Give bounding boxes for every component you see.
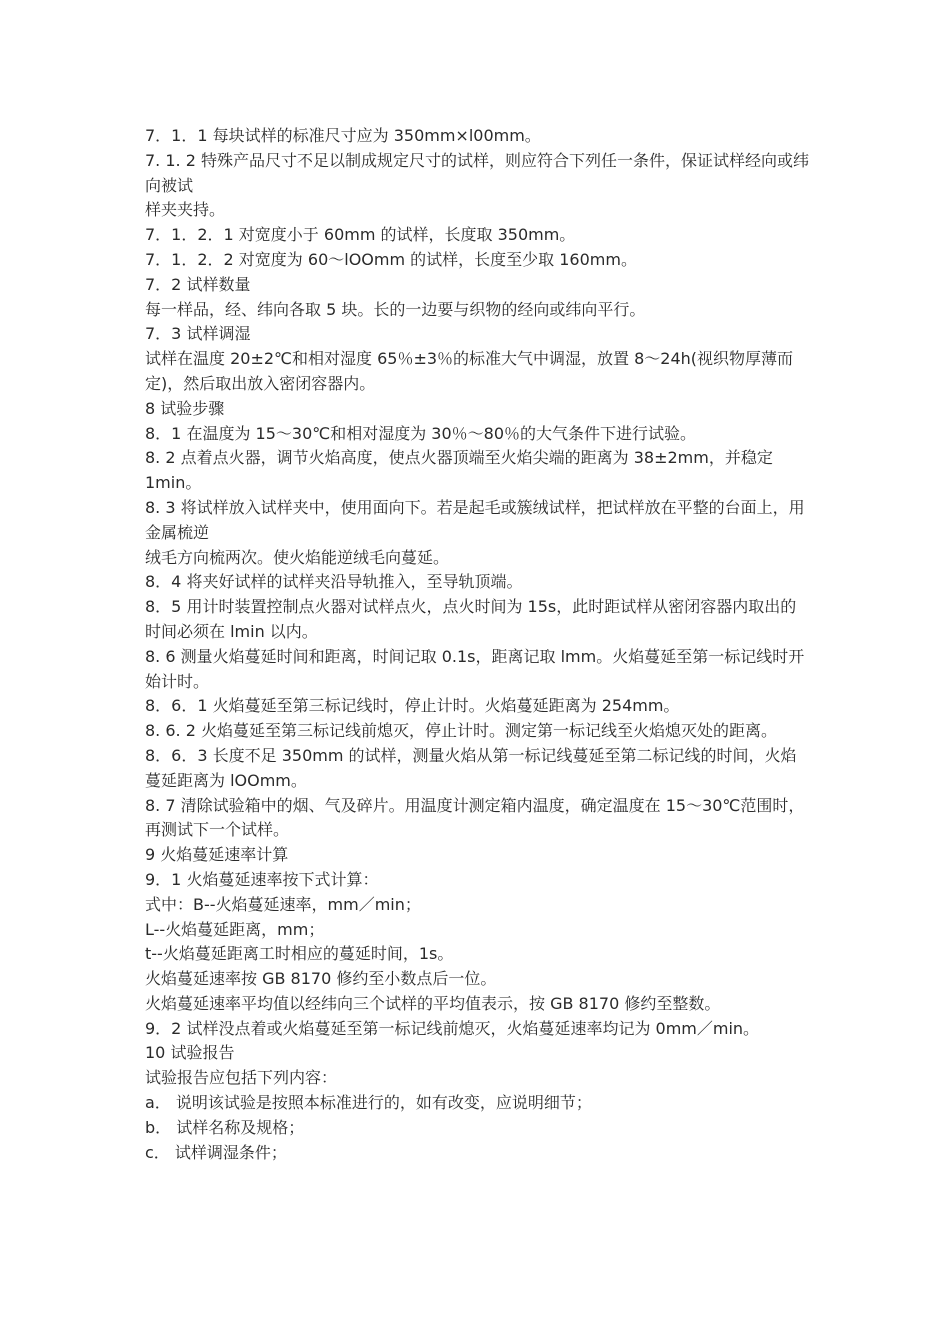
clause-7-2-text: 每一样品，经、纬向各取 5 块。长的一边要与织物的经向或纬向平行。 [145, 299, 646, 319]
clause-8-6-2: 8. 6. 2 火焰蔓延至第三标记线前熄灭，停止计时。测定第一标记线至火焰熄灭处的距离。 [145, 721, 777, 741]
clause-7-1-2-1: 7．1．2．1 对宽度小于 60mm 的试样，长度取 350mm。 [145, 225, 576, 245]
heading-8: 8 试验步骤 [145, 398, 225, 418]
clause-9-1: 9．1 火焰蔓延速率按下式计算： [145, 869, 379, 889]
document-body [145, 124, 809, 1165]
formula-definition-b: 式中：B--火焰蔓延速率，mm／min； [145, 894, 421, 914]
clause-7-1-2-continued: 样夹夹持。 [145, 200, 226, 220]
clause-8-3: 8. 3 将试样放入试样夹中，使用面向下。若是起毛或簇绒试样，把试样放在平整的台面上，用金属梳逆 [145, 497, 805, 542]
clause-8-7: 8. 7 清除试验箱中的烟、气及碎片。用温度计测定箱内温度，确定温度在 15～30℃范围时，再测试下一个试样。 [145, 795, 805, 840]
clause-8-6-3: 8．6．3 长度不足 350mm 的试样，测量火焰从第一标记线蔓延至第二标记线的时间，火焰蔓延距离为 lOOmm。 [145, 745, 797, 790]
clause-9-2: 9．2 试样没点着或火焰蔓延至第一标记线前熄灭，火焰蔓延速率均记为 0mm／min。 [145, 1018, 760, 1038]
heading-10: 10 试验报告 [145, 1043, 235, 1063]
clause-7-1-2: 7. 1. 2 特殊产品尺寸不足以制成规定尺寸的试样，则应符合下列任一条件，保证试样经向或纬向被试 [145, 150, 809, 195]
heading-7-2: 7．2 试样数量 [145, 274, 251, 294]
report-intro: 试验报告应包括下列内容： [145, 1068, 338, 1088]
rounding-rule: 火焰蔓延速率按 GB 8170 修约至小数点后一位。 [145, 969, 497, 989]
clause-7-1-2-2: 7．1．2．2 对宽度为 60～lOOmm 的试样，长度至少取 160mm。 [145, 249, 637, 269]
clause-7-1-1: 7．1．1 每块试样的标准尺寸应为 350mm×l00mm。 [145, 126, 541, 145]
report-item-a: a． 说明该试验是按照本标准进行的，如有改变，应说明细节； [145, 1093, 592, 1113]
formula-definition-l: L--火焰蔓延距离，mm； [145, 919, 325, 939]
report-item-c: c． 试样调湿条件； [145, 1142, 287, 1162]
clause-8-1: 8．1 在温度为 15～30℃和相对湿度为 30％～80％的大气条件下进行试验。 [145, 423, 697, 443]
clause-8-4: 8．4 将夹好试样的试样夹沿导轨推入，至导轨顶端。 [145, 572, 523, 592]
heading-7-3: 7．3 试样调湿 [145, 324, 251, 344]
formula-definition-t: t--火焰蔓延距离工时相应的蔓延时间，1s。 [145, 944, 454, 964]
clause-8-3-continued: 绒毛方向梳两次。使火焰能逆绒毛向蔓延。 [145, 547, 450, 567]
heading-9: 9 火焰蔓延速率计算 [145, 845, 289, 865]
clause-8-5: 8．5 用计时装置控制点火器对试样点火，点火时间为 15s，此时距试样从密闭容器内取出的时间必须在 lmin 以内。 [145, 597, 797, 641]
clause-8-6: 8. 6 测量火焰蔓延时间和距离，时间记取 0.1s，距离记取 lmm。火焰蔓延至第一标记线时开始计时。 [145, 646, 805, 691]
average-rule: 火焰蔓延速率平均值以经纬向三个试样的平均值表示，按 GB 8170 修约至整数。 [145, 993, 721, 1013]
report-item-b: b． 试样名称及规格； [145, 1117, 305, 1137]
clause-7-3-text: 试样在温度 20±2℃和相对湿度 65％±3％的标准大气中调湿，放置 8～24h(视织物厚薄而定)，然后取出放入密闭容器内。 [145, 349, 794, 393]
clause-8-2: 8. 2 点着点火器，调节火焰高度，使点火器顶端至火焰尖端的距离为 38±2mm，并稳定 1min。 [145, 448, 773, 493]
clause-8-6-1: 8．6．1 火焰蔓延至第三标记线时，停止计时。火焰蔓延距离为 254mm。 [145, 696, 680, 716]
